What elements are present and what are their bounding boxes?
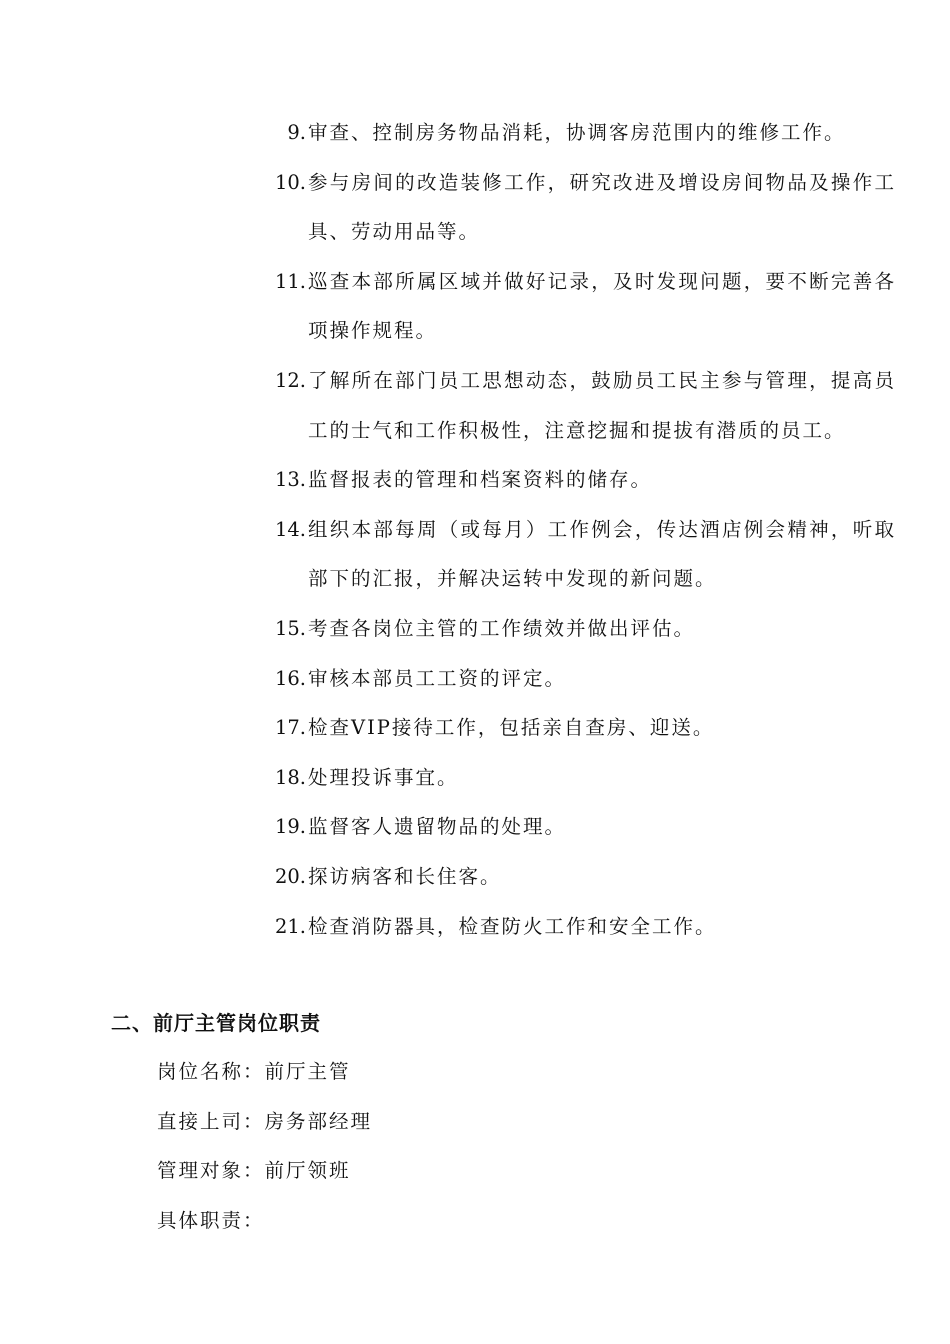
direct-supervisor-row: 直接上司：房务部经理 bbox=[157, 1109, 373, 1133]
list-item bbox=[256, 802, 896, 852]
list-item bbox=[256, 852, 896, 902]
list-item bbox=[256, 654, 896, 704]
item-text: 检查消防器具，检查防火工作和安全工作。 bbox=[308, 914, 717, 938]
list-item bbox=[256, 257, 896, 356]
item-text: 监督客人遗留物品的处理。 bbox=[308, 815, 567, 839]
item-number: 9. bbox=[287, 121, 306, 144]
item-number: 17. bbox=[274, 716, 306, 740]
item-text: 巡查本部所属区域并做好记录，及时发现问题，要不断完善各项操作规程。 bbox=[308, 269, 896, 343]
item-number: 15. bbox=[274, 616, 306, 640]
item-text: 考查各岗位主管的工作绩效并做出评估。 bbox=[308, 616, 696, 640]
item-number: 21. bbox=[274, 914, 306, 938]
item-text: 组织本部每周（或每月）工作例会，传达酒店例会精神，听取部下的汇报，并解决运转中发现的新问题。 bbox=[308, 517, 896, 591]
job-title-row: 岗位名称：前厅主管 bbox=[157, 1060, 351, 1083]
list-item bbox=[256, 455, 896, 505]
list-item bbox=[256, 902, 896, 952]
list-item bbox=[256, 356, 896, 455]
section-heading: 二、前厅主管岗位职责 bbox=[111, 1011, 321, 1035]
item-number: 18. bbox=[274, 765, 306, 789]
list-item bbox=[256, 753, 896, 803]
list-item bbox=[256, 604, 896, 654]
item-number: 14. bbox=[274, 517, 306, 541]
item-number: 20. bbox=[274, 864, 306, 888]
list-item bbox=[256, 703, 896, 753]
item-text: 探访病客和长住客。 bbox=[308, 864, 502, 888]
subordinates-row: 管理对象：前厅领班 bbox=[157, 1159, 351, 1183]
responsibilities-label: 具体职责： bbox=[157, 1208, 265, 1232]
item-text: 参与房间的改造装修工作，研究改进及增设房间物品及操作工具、劳动用品等。 bbox=[308, 170, 896, 244]
item-number: 19. bbox=[274, 815, 306, 839]
item-number: 16. bbox=[274, 666, 306, 690]
item-text: 监督报表的管理和档案资料的储存。 bbox=[308, 468, 653, 492]
item-number: 11. bbox=[274, 269, 306, 293]
duties-list bbox=[256, 108, 896, 951]
list-item bbox=[256, 108, 896, 158]
list-item bbox=[256, 158, 896, 257]
item-text: 处理投诉事宜。 bbox=[308, 765, 459, 789]
item-text: 审核本部员工工资的评定。 bbox=[308, 666, 567, 690]
list-item bbox=[256, 505, 896, 604]
item-text: 检查VIP接待工作，包括亲自查房、迎送。 bbox=[308, 716, 715, 740]
item-text: 审查、控制房务物品消耗，协调客房范围内的维修工作。 bbox=[308, 121, 846, 144]
item-text: 了解所在部门员工思想动态，鼓励员工民主参与管理，提高员工的士气和工作积极性，注意挖掘和提拔有潜质的员工。 bbox=[308, 368, 896, 442]
item-number: 13. bbox=[274, 468, 306, 492]
item-number: 12. bbox=[274, 368, 306, 392]
item-number: 10. bbox=[274, 170, 306, 194]
job-info-list bbox=[157, 1047, 372, 1245]
